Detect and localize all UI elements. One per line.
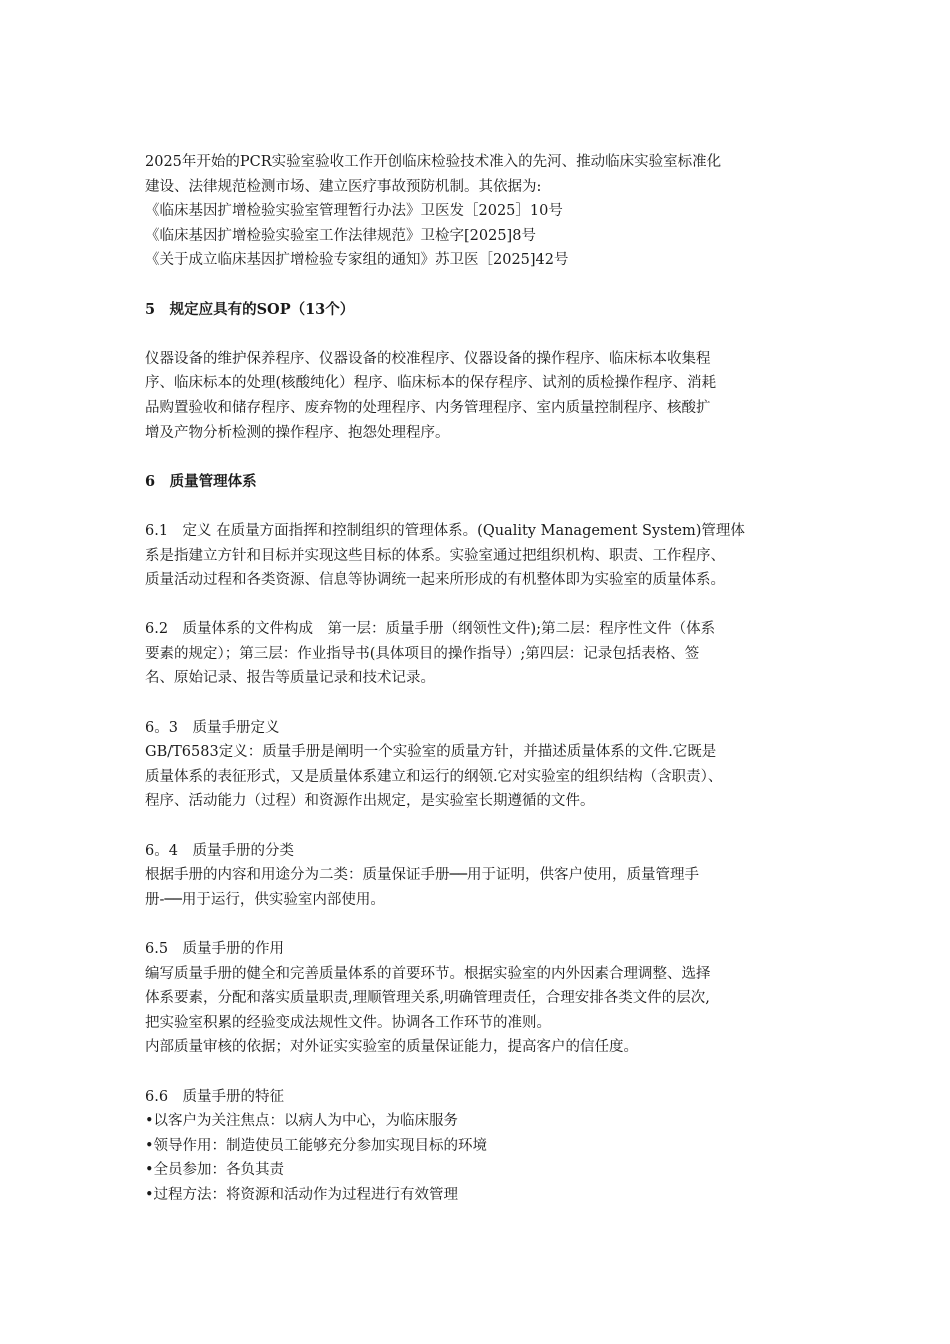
paragraph-line: 序、临床标本的处理(核酸纯化）程序、临床标本的保存程序、试剂的质检操作程序、消耗: [145, 375, 717, 392]
bullet-item: •以客户为关注焦点：以病人为中心，为临床服务: [145, 1113, 459, 1130]
reference-line: 《临床基因扩增检验实验室管理暂行办法》卫医发［2025］10号: [145, 203, 563, 220]
bullet-item: •过程方法：将资源和活动作为过程进行有效管理: [145, 1186, 459, 1203]
reference-line: 《关于成立临床基因扩增检验专家组的通知》苏卫医［2025]42号: [145, 252, 569, 269]
spacer: [145, 912, 835, 937]
paragraph-line: 6.2 质量体系的文件构成 第一层：质量手册（纲领性文件);第二层：程序性文件（体系: [145, 621, 716, 638]
paragraph-line: 仪器设备的维护保养程序、仪器设备的校准程序、仪器设备的操作程序、临床标本收集程: [145, 350, 711, 367]
paragraph-line: 系是指建立方针和目标并实现这些目标的体系。实验室通过把组织机构、职责、工作程序、: [145, 547, 725, 564]
paragraph-line: 6.1 定义 在质量方面指挥和控制组织的管理体系。(Quality Management System)管理体: [145, 522, 745, 539]
section-6-3-paragraph: [145, 716, 835, 814]
reference-line: 《临床基因扩增检验实验室工作法律规范》卫检字[2025]8号: [145, 227, 536, 244]
bullet-item: •全员参加：各负其责: [145, 1162, 285, 1179]
section-6-5-paragraph: [145, 937, 835, 1060]
spacer: [145, 445, 835, 470]
paragraph-line: 册-──用于运行，供实验室内部使用。: [145, 891, 385, 908]
paragraph-line: 编写质量手册的健全和完善质量体系的首要环节。根据实验室的内外因素合理调整、选择: [145, 965, 711, 982]
spacer: [145, 593, 835, 618]
intro-paragraph: [145, 150, 835, 273]
paragraph-line: 质量活动过程和各类资源、信息等协调统一起来所形成的有机整体即为实验室的质量体系。: [145, 572, 725, 589]
paragraph-line: 品购置验收和储存程序、废弃物的处理程序、内务管理程序、室内质量控制程序、核酸扩: [145, 399, 711, 416]
spacer: [145, 691, 835, 716]
paragraph-line: 内部质量审核的依据；对外证实实验室的质量保证能力，提高客户的信任度。: [145, 1039, 638, 1056]
spacer: [145, 322, 835, 347]
spacer: [145, 494, 835, 519]
paragraph-line: 增及产物分析检测的操作程序、抱怨处理程序。: [145, 424, 450, 441]
paragraph-line: 把实验室积累的经验变成法规性文件。协调各工作环节的准则。: [145, 1014, 551, 1031]
intro-line: 建设、法律规范检测市场、建立医疗事故预防机制。其依据为:: [145, 178, 542, 195]
subsection-title: 6.5 质量手册的作用: [145, 941, 285, 957]
section-5-paragraph: [145, 347, 835, 445]
subsection-title: 6.6 质量手册的特征: [145, 1088, 285, 1105]
spacer: [145, 273, 835, 298]
subsection-title: 6。4 质量手册的分类: [145, 842, 294, 859]
spacer: [145, 814, 835, 839]
section-6-4-paragraph: [145, 839, 835, 913]
section-6-1-paragraph: [145, 519, 835, 593]
bullet-item: •领导作用：制造使员工能够充分参加实现目标的环境: [145, 1137, 488, 1154]
spacer: [145, 1060, 835, 1085]
paragraph-line: 要素的规定）；第三层：作业指导书(具体项目的操作指导）;第四层：记录包括表格、签: [145, 645, 700, 662]
section-6-6-paragraph: [145, 1085, 835, 1208]
paragraph-line: 名、原始记录、报告等质量记录和技术记录。: [145, 670, 435, 687]
paragraph-line: GB/T6583定义：质量手册是阐明一个实验室的质量方针，并描述质量体系的文件.它既是: [145, 744, 717, 761]
paragraph-line: 体系要素，分配和落实质量职责,理顺管理关系,明确管理责任，合理安排各类文件的层次,: [145, 990, 710, 1007]
paragraph-line: 程序、活动能力（过程）和资源作出规定，是实验室长期遵循的文件。: [145, 793, 595, 810]
section-6-heading: 6 质量管理体系: [145, 472, 257, 490]
subsection-title: 6。3 质量手册定义: [145, 719, 280, 736]
paragraph-line: 质量体系的表征形式，又是质量体系建立和运行的纲领.它对实验室的组织结构（含职责）、: [145, 768, 723, 785]
document-page: [145, 150, 835, 1208]
section-5-heading: 5 规定应具有的SOP（13个）: [145, 300, 355, 318]
paragraph-line: 根据手册的内容和用途分为二类：质量保证手册──用于证明，供客户使用，质量管理手: [145, 867, 699, 884]
intro-line: 2025年开始的PCR实验室验收工作开创临床检验技术准入的先河、推动临床实验室标准化: [145, 154, 722, 170]
section-6-2-paragraph: [145, 617, 835, 691]
